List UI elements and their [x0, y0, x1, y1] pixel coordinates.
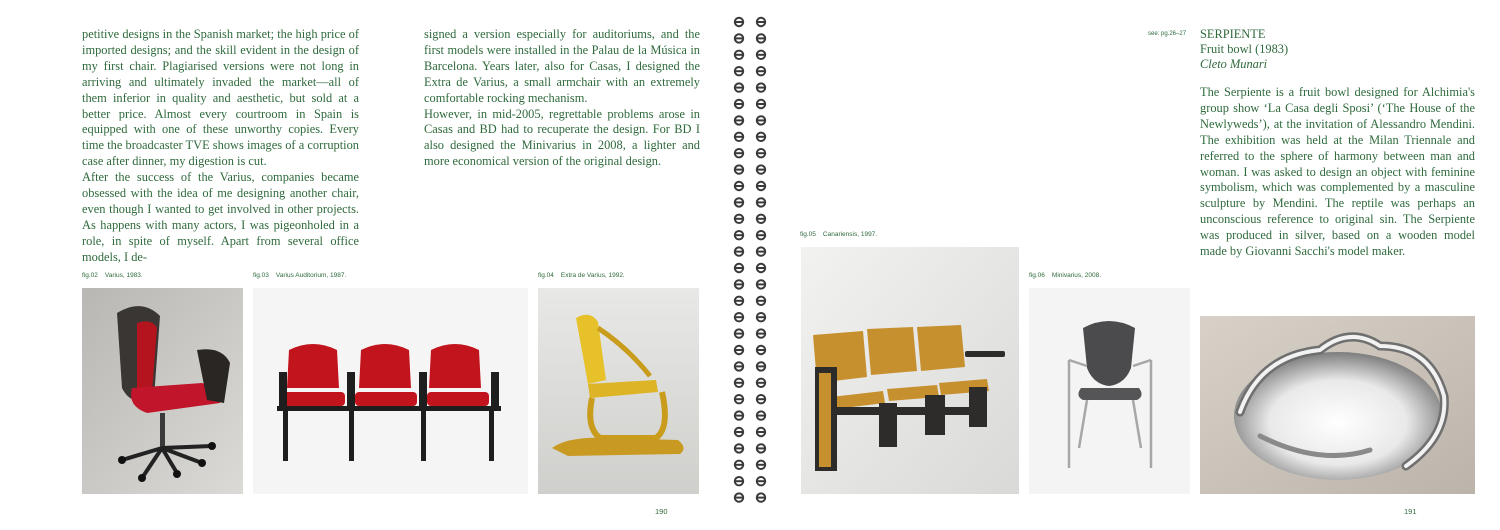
photo-varius-auditorium-bench	[253, 288, 528, 494]
spiral-ring	[735, 280, 744, 288]
figure-number: fig.04	[538, 272, 554, 279]
spiral-ring	[756, 165, 765, 173]
spiral-ring	[756, 313, 765, 321]
spiral-ring	[735, 313, 744, 321]
spiral-ring	[756, 100, 765, 108]
spiral-ring	[735, 18, 744, 26]
spiral-ring	[756, 18, 765, 26]
figure-label: Canariensis, 1997.	[822, 231, 878, 238]
figure-caption	[538, 272, 625, 279]
spiral-ring	[756, 231, 765, 239]
item-subtitle: Fruit bowl (1983)	[1200, 42, 1289, 56]
spiral-ring	[735, 477, 744, 485]
spiral-ring	[735, 362, 744, 370]
photo-minivarius-chair	[1029, 288, 1190, 494]
photo-extra-de-varius-rocker	[538, 288, 699, 494]
spiral-ring	[756, 297, 765, 305]
figure-label: Varius, 1983.	[104, 272, 143, 279]
spiral-ring	[735, 149, 744, 157]
spiral-ring	[756, 346, 765, 354]
photo-canariensis-bench	[801, 247, 1019, 494]
figure-label: Minivarius, 2008.	[1051, 272, 1102, 279]
spiral-ring	[756, 493, 765, 501]
item-author: Cleto Munari	[1200, 57, 1268, 71]
spiral-ring	[735, 411, 744, 419]
spiral-ring	[756, 329, 765, 337]
spiral-ring	[756, 280, 765, 288]
spiral-ring	[735, 231, 744, 239]
spiral-ring	[735, 379, 744, 387]
spiral-ring	[735, 116, 744, 124]
figure-caption	[253, 272, 346, 279]
spiral-ring	[735, 67, 744, 75]
left-text-column-1	[82, 27, 359, 266]
spiral-ring	[735, 247, 744, 255]
spiral-ring	[735, 264, 744, 272]
photo-varius-office-chair	[82, 288, 243, 494]
figure-label: Extra de Varius, 1992.	[560, 272, 625, 279]
spiral-ring	[756, 461, 765, 469]
figure-caption	[800, 231, 877, 238]
paragraph: signed a version especially for auditoriums, and the first models were installed in the Palau de la Música in Barcelona. Years later, also for Casas, I designed the Extra de Varius, a small armchair with an extremely comfortable rocking mechanism.	[424, 27, 700, 105]
spiral-ring	[756, 198, 765, 206]
figure-caption	[82, 272, 143, 279]
spiral-ring	[735, 100, 744, 108]
spiral-ring	[735, 34, 744, 42]
figure-label: Varius Auditorium, 1987.	[275, 272, 347, 279]
spiral-ring	[735, 428, 744, 436]
spiral-ring	[756, 362, 765, 370]
left-page	[0, 0, 722, 530]
spiral-ring	[735, 444, 744, 452]
spiral-ring	[756, 51, 765, 59]
right-page	[778, 0, 1500, 530]
spiral-ring	[756, 83, 765, 91]
figure-caption	[1029, 272, 1101, 279]
figure-number: fig.06	[1029, 272, 1045, 279]
item-description	[1200, 85, 1475, 260]
page-number: 190	[655, 507, 668, 516]
spiral-ring	[735, 297, 744, 305]
page-number: 191	[1404, 507, 1417, 516]
spiral-ring	[735, 395, 744, 403]
figure-number: fig.05	[800, 231, 816, 238]
spiral-ring	[756, 428, 765, 436]
spiral-ring	[735, 133, 744, 141]
spiral-ring	[735, 461, 744, 469]
spiral-ring	[756, 133, 765, 141]
paragraph: However, in mid-2005, regrettable problems arose in Casas and BD had to recuperate the design. For BD I also designed the Minivarius in 2008, a lighter and more economical version of the original design.	[424, 106, 700, 169]
spiral-ring	[756, 264, 765, 272]
figure-number: fig.03	[253, 272, 269, 279]
spiral-ring	[756, 247, 765, 255]
page-cross-reference: see: pg.26–27	[1148, 31, 1187, 37]
left-text-column-2	[424, 27, 700, 170]
spiral-ring	[756, 182, 765, 190]
spiral-ring	[756, 395, 765, 403]
figure-number: fig.02	[82, 272, 98, 279]
spiral-ring	[735, 493, 744, 501]
spiral-ring	[756, 116, 765, 124]
photo-serpiente-fruit-bowl	[1200, 316, 1475, 494]
spiral-ring	[735, 198, 744, 206]
paragraph: The Serpiente is a fruit bowl designed for Alchimia's group show ‘La Casa degli Sposi’ (‘The House of the Newlyweds’), at the invitation of Alessandro Mendini. The exhibition was held at the Milan Triennale and referred to the sphere of harmony between man and woman. I was asked to design an object with feminine symbolism, which was complemented by a masculine sculpture by Mendini. The reptile was perhaps an unconscious reference to original sin. The Serpiente was produced in silver, based on a wooden model made by Giovanni Sacchi's model maker.	[1200, 85, 1475, 259]
paragraph: After the success of the Varius, companies became obsessed with the idea of me designing another chair, even though I wanted to get involved in other projects. As happens with many actors, I was pigeonholed in a role, in spite of myself. Apart from several office models, I de-	[82, 170, 359, 264]
spiral-ring	[756, 411, 765, 419]
spiral-ring	[756, 67, 765, 75]
spiral-ring	[735, 346, 744, 354]
spiral-ring	[735, 182, 744, 190]
spiral-ring	[735, 165, 744, 173]
spiral-ring	[756, 149, 765, 157]
spiral-binding	[722, 0, 778, 530]
paragraph: petitive designs in the Spanish market; the high price of imported designs; and the skill evident in the design of my first chair. Plagiarised versions were not long in arriving and ultimately invaded the market—all of them inferior in quality and aesthetic, but sold at a better price. Almost every courtroom in Spain is equipped with one of these unworthy copies. Every time the broadcaster TVE shows images of a corruption case after dinner, my digestion is cut.	[82, 27, 359, 169]
spiral-ring	[756, 444, 765, 452]
spiral-ring	[756, 215, 765, 223]
item-title: SERPIENTE	[1200, 27, 1266, 41]
spiral-ring	[735, 329, 744, 337]
spiral-ring	[735, 215, 744, 223]
spiral-ring	[735, 83, 744, 91]
spiral-ring	[756, 477, 765, 485]
spiral-ring	[735, 51, 744, 59]
spiral-ring	[756, 379, 765, 387]
spiral-ring	[756, 34, 765, 42]
